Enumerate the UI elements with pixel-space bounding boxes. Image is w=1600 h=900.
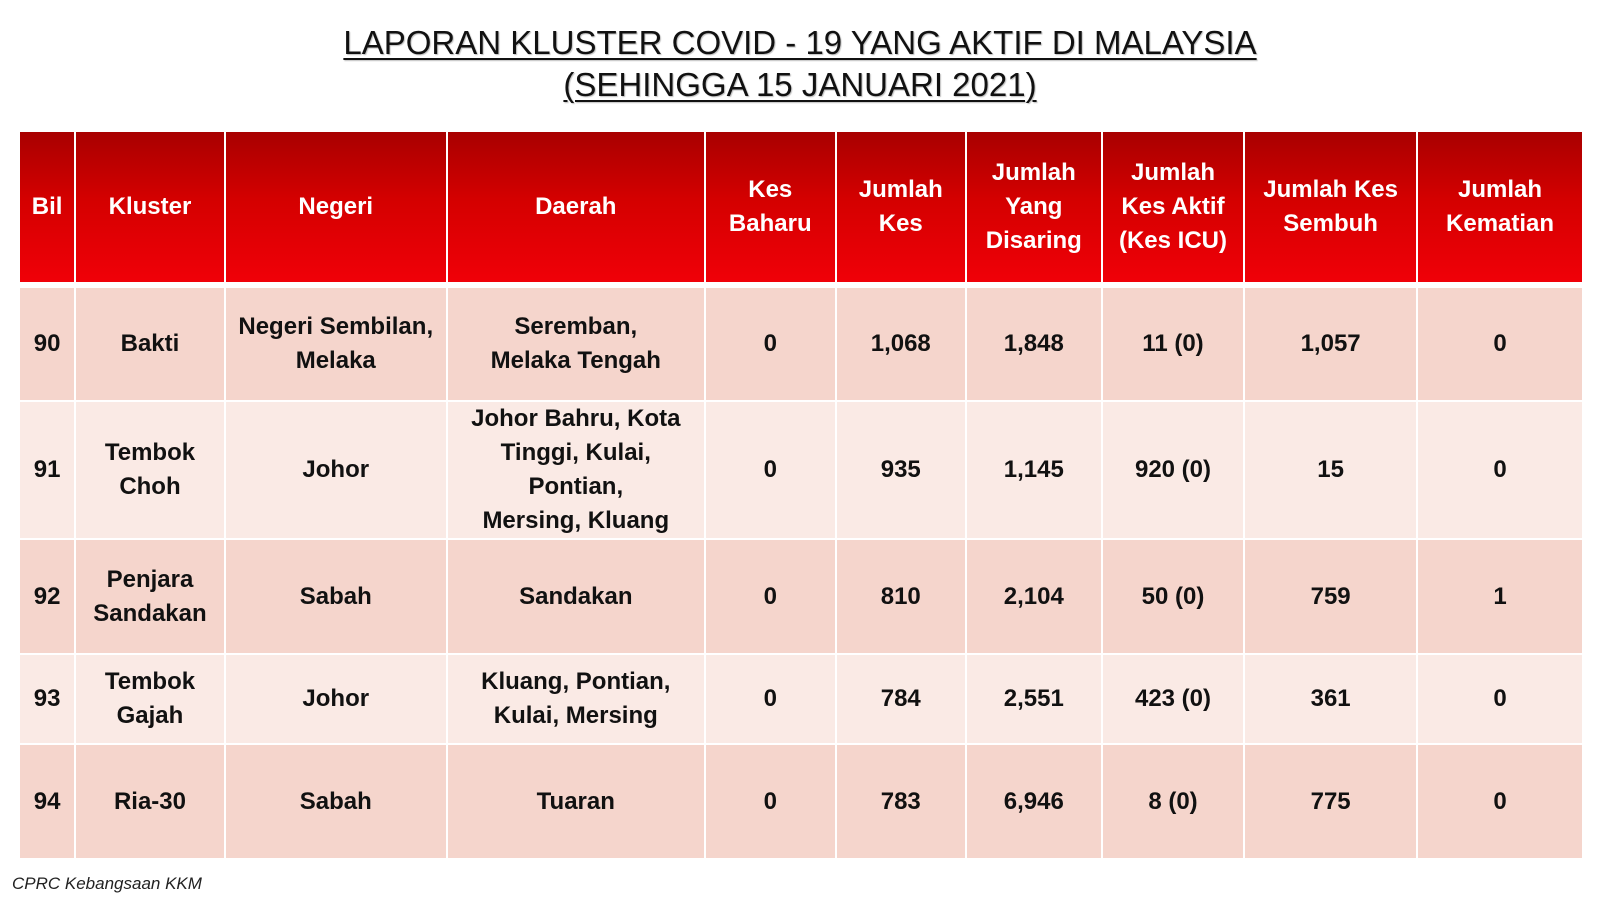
report-title [0, 22, 1600, 106]
header-jumlah-sembuh [1245, 132, 1416, 282]
header-bil [20, 132, 74, 282]
cell-jumlah-kematian: 0 [1418, 402, 1582, 538]
cell-negeri-line: Sabah [299, 582, 372, 610]
header-jumlah-sembuh-line: Jumlah Kes [1263, 176, 1398, 203]
cell-kluster-line: Tembok [104, 668, 196, 695]
table-row [20, 745, 1582, 858]
cell-kluster [76, 402, 223, 538]
cell-kluster-line: Choh [119, 473, 181, 500]
cell-kluster-line: Ria-30 [113, 787, 186, 815]
cell-jumlah-kematian: 0 [1418, 655, 1582, 743]
header-bil-label: Bil [31, 193, 63, 220]
cell-negeri [226, 288, 446, 400]
header-jumlah-kematian-line: Kematian [1446, 210, 1555, 237]
cell-jumlah-kematian: 0 [1418, 288, 1582, 400]
header-jumlah-aktif-line: (Kes ICU) [1118, 227, 1227, 254]
cell-jumlah-kes: 783 [837, 745, 965, 858]
cell-negeri [226, 655, 446, 743]
cell-bil: 93 [20, 655, 74, 743]
report-title-line1-text: LAPORAN KLUSTER COVID - 19 YANG AKTIF DI MALAYSIA [343, 24, 1257, 61]
table-row [20, 655, 1582, 743]
cell-jumlah-sembuh: 15 [1245, 402, 1416, 538]
header-jumlah-disaring-line: Disaring [985, 227, 1082, 254]
cell-kluster-line: Bakti [120, 330, 180, 357]
cell-bil: 94 [20, 745, 74, 858]
cell-jumlah-disaring: 1,145 [967, 402, 1101, 538]
cell-bil: 91 [20, 402, 74, 538]
cell-kluster-line: Tembok [104, 439, 196, 466]
header-daerah-label: Daerah [535, 193, 617, 220]
cell-daerah [448, 655, 704, 743]
cell-negeri-line: Negeri Sembilan, [238, 313, 434, 340]
header-jumlah-disaring-line: Yang [1005, 193, 1063, 220]
cell-jumlah-kes: 935 [837, 402, 965, 538]
cell-kluster [76, 745, 223, 858]
cell-jumlah-disaring: 2,104 [967, 540, 1101, 653]
cluster-table [18, 130, 1584, 860]
header-negeri-label: Negeri [298, 193, 374, 220]
header-jumlah-disaring [967, 132, 1101, 282]
cell-daerah [448, 745, 704, 858]
cell-jumlah-kematian: 0 [1418, 745, 1582, 858]
cell-kluster [76, 655, 223, 743]
header-negeri [226, 132, 446, 282]
cell-jumlah-sembuh: 759 [1245, 540, 1416, 653]
header-kes-baharu [706, 132, 835, 282]
header-kes-baharu-line: Baharu [728, 210, 812, 237]
report-title-line2 [0, 64, 1600, 106]
header-jumlah-aktif-line: Kes Aktif [1121, 193, 1225, 220]
header-jumlah-kes [837, 132, 965, 282]
header-jumlah-kes-line: Kes [878, 210, 923, 237]
header-kes-baharu-line: Kes [748, 176, 793, 203]
cell-kluster [76, 540, 223, 653]
cell-jumlah-aktif: 8 (0) [1103, 745, 1243, 858]
cell-kluster [76, 288, 223, 400]
cell-jumlah-kematian: 1 [1418, 540, 1582, 653]
header-jumlah-aktif [1103, 132, 1243, 282]
source-note: CPRC Kebangsaan KKM [12, 874, 202, 893]
cell-kes-baharu: 0 [706, 655, 835, 743]
cell-jumlah-disaring: 6,946 [967, 745, 1101, 858]
cell-jumlah-aktif: 920 (0) [1103, 402, 1243, 538]
report-title-line2-text: (SEHINGGA 15 JANUARI 2021) [563, 66, 1037, 103]
cell-negeri-line: Sabah [299, 787, 372, 815]
cell-negeri-line: Melaka [295, 347, 376, 374]
cell-daerah [448, 288, 704, 400]
header-kluster [76, 132, 223, 282]
cell-negeri [226, 402, 446, 538]
cell-daerah [448, 402, 704, 538]
cell-daerah-line: Seremban, [514, 313, 638, 340]
header-jumlah-disaring-line: Jumlah [991, 159, 1076, 186]
cell-bil: 90 [20, 288, 74, 400]
cell-jumlah-kes: 784 [837, 655, 965, 743]
cell-negeri-line: Johor [302, 685, 370, 712]
cell-kes-baharu: 0 [706, 540, 835, 653]
header-jumlah-kematian [1418, 132, 1582, 282]
cell-kluster-line: Sandakan [93, 599, 207, 627]
report-title-line1 [0, 22, 1600, 64]
header-jumlah-kematian-line: Jumlah [1458, 176, 1543, 203]
header-daerah [448, 132, 704, 282]
cell-kluster-line: Penjara [106, 565, 194, 593]
cell-negeri-line: Johor [302, 456, 370, 483]
cell-daerah-line: Kluang, Pontian, [481, 668, 671, 695]
cell-kes-baharu: 0 [706, 288, 835, 400]
cell-jumlah-kes: 1,068 [837, 288, 965, 400]
cell-daerah-line: Tinggi, Kulai, Pontian, [500, 439, 651, 500]
cell-jumlah-disaring: 1,848 [967, 288, 1101, 400]
cell-jumlah-sembuh: 775 [1245, 745, 1416, 858]
header-jumlah-kes-line: Jumlah [858, 176, 943, 203]
cell-jumlah-sembuh: 361 [1245, 655, 1416, 743]
header-jumlah-sembuh-line: Sembuh [1283, 210, 1378, 237]
table-row [20, 288, 1582, 400]
cell-bil: 92 [20, 540, 74, 653]
table-row [20, 402, 1582, 538]
cell-daerah [448, 540, 704, 653]
cell-jumlah-sembuh: 1,057 [1245, 288, 1416, 400]
cell-daerah-line: Tuaran [536, 787, 615, 815]
cell-jumlah-aktif: 423 (0) [1103, 655, 1243, 743]
cell-daerah-line: Sandakan [519, 582, 633, 610]
cell-jumlah-kes: 810 [837, 540, 965, 653]
cell-daerah-line: Kulai, Mersing [493, 702, 658, 729]
cell-jumlah-aktif: 50 (0) [1103, 540, 1243, 653]
cell-kluster-line: Gajah [116, 702, 184, 729]
cell-jumlah-disaring: 2,551 [967, 655, 1101, 743]
cell-negeri [226, 745, 446, 858]
cell-negeri [226, 540, 446, 653]
cell-kes-baharu: 0 [706, 402, 835, 538]
cell-daerah-line: Melaka Tengah [490, 347, 661, 374]
cell-daerah-line: Mersing, Kluang [482, 507, 670, 534]
cell-jumlah-aktif: 11 (0) [1103, 288, 1243, 400]
cell-kes-baharu: 0 [706, 745, 835, 858]
header-kluster-label: Kluster [108, 193, 192, 220]
header-jumlah-aktif-line: Jumlah [1130, 159, 1215, 186]
table-header-row [20, 132, 1582, 282]
cell-daerah-line: Johor Bahru, Kota [471, 405, 681, 432]
table-row [20, 540, 1582, 653]
